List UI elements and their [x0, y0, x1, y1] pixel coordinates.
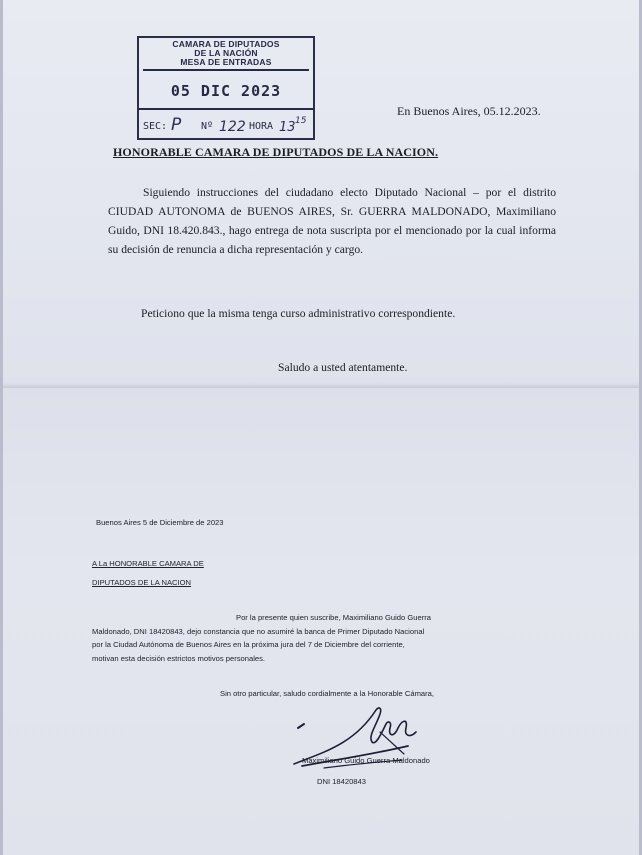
letter2-body-line-2: Maldonado, DNI 18420843, dejo constancia que no asumiré la banca de Primer Diputado Nacional: [92, 626, 425, 636]
letter2-addressee-line-1: A La HONORABLE CAMARA DE: [92, 559, 204, 568]
letter2-closing: Sin otro particular, saludo cordialmente a la Honorable Cámara,: [220, 689, 435, 698]
stamp-date: 05 DIC 2023: [170, 82, 282, 100]
stamp-hora-minutes: 15: [295, 116, 307, 126]
stamp-line-2: DE LA NACIÓN: [194, 48, 258, 58]
letter2-signer-name: Maximiliano Guido Guerra Maldonado: [302, 756, 430, 765]
stamp-hora-label: HORA: [249, 121, 274, 132]
stamp-header: [139, 38, 313, 67]
page-edge-left: [0, 0, 3, 855]
handwritten-signature: [284, 702, 444, 782]
letter1-addressee: HONORABLE CAMARA DE DIPUTADOS DE LA NACION.: [113, 145, 439, 159]
stamp-hora-value: 13: [279, 120, 296, 135]
stamp-registry-row: [139, 108, 313, 138]
letter1-place-date: En Buenos Aires, 05.12.2023.: [397, 104, 541, 118]
letter1-body: [108, 183, 556, 259]
stamp-num-value: 122: [219, 119, 246, 135]
letter2-body-line-3: por la Ciudad Autónoma de Buenos Aires en la próxima jura del 7 de Diciembre del corriente,: [92, 640, 405, 649]
stamp-line-1: CAMARA DE DIPUTADOS: [172, 39, 280, 49]
reception-stamp: [137, 36, 315, 140]
letter1-closing: Saludo a usted atentamente.: [278, 361, 408, 374]
stamp-num-label: Nº: [201, 121, 214, 132]
letter2-body: [92, 611, 512, 665]
letter2-body-line-1: Por la presente quien suscribe, Maximiliano Guido Guerra: [236, 613, 432, 622]
stamp-sec-value: P: [171, 115, 182, 135]
letter1-request: Peticiono que la misma tenga curso administrativo correspondiente.: [141, 307, 456, 320]
stamp-line-3: MESA DE ENTRADAS: [180, 57, 272, 67]
letter2-body-line-4: motivan esta decisión estrictos motivos personales.: [92, 653, 266, 663]
letter2-date: Buenos Aires 5 de Diciembre de 2023: [96, 518, 224, 527]
letter2-signer-dni: DNI 18420843: [317, 777, 366, 786]
letter2-addressee-line-2: DIPUTADOS DE LA NACION: [92, 578, 192, 587]
stamp-sec-label: SEC:: [143, 121, 168, 132]
stamp-divider: [143, 69, 309, 71]
letter1-body-paragraph: Siguiendo instrucciones del ciudadano electo Diputado Nacional – por el distrito CIUDAD AUTONOMA de BUENOS AIRES, Sr. GUERRA MALDONADO, Maximiliano Guido, DNI 18.420.843., hago entrega de nota suscripta por el mencionado por la cual informa su decisión de renuncia a dicha representación y cargo.: [108, 186, 556, 256]
